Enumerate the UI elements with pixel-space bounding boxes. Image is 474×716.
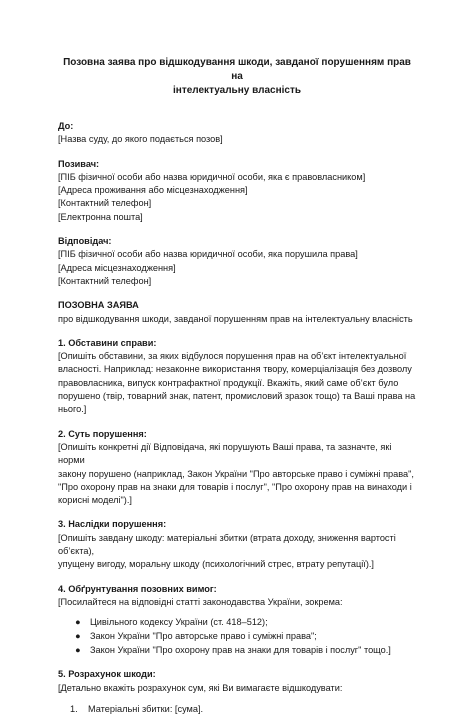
legal-basis-list	[58, 615, 416, 657]
claim-heading-block	[58, 299, 416, 326]
plaintiff-label: Позивач:	[58, 158, 100, 169]
title-line-2: інтелектуальну власність	[173, 85, 301, 96]
claim-subheading: про відшкодування шкоди, завданої порушенням прав на інтелектуальну власність	[58, 313, 413, 324]
section-text-line: "Про охорону прав на знаки для товарів і послуг", "Про охорону прав на винаходи і	[58, 481, 412, 492]
title-line-1: Позовна заява про відшкодування шкоди, завданої порушенням прав на	[63, 57, 411, 82]
plaintiff-address-placeholder: [Адреса проживання або місцезнаходження]	[58, 185, 248, 196]
damage-list	[58, 703, 416, 716]
section-text-line: порушено (твір, товарний знак, патент, промисловий зразок тощо) та Ваші права на	[58, 391, 416, 402]
section-title: 2. Суть порушення:	[58, 428, 147, 439]
section-text-line: [Посилайтеся на відповідні статті законодавства України, зокрема:	[58, 596, 343, 607]
section-title: 1. Обставини справи:	[58, 337, 157, 348]
list-item	[75, 643, 416, 657]
list-item-text: Закон України "Про авторське право і суміжні права";	[90, 631, 317, 642]
list-item-number: 1.	[70, 703, 78, 714]
bullet-icon: ●	[75, 617, 81, 628]
section-text-line: закону порушено (наприклад, Закон України "Про авторське право і суміжні права",	[58, 468, 414, 479]
section-legal-basis	[58, 583, 416, 658]
section-circumstances	[58, 337, 416, 417]
section-title: 4. Обґрунтування позовних вимог:	[58, 583, 217, 594]
section-title: 3. Наслідки порушення:	[58, 519, 167, 530]
section-violation	[58, 428, 416, 508]
bullet-icon: ●	[75, 645, 81, 656]
section-text-line: правовласника, випуск контрафактної продукції. Вкажіть, який саме об’єкт було	[58, 377, 399, 388]
plaintiff-block	[58, 158, 416, 224]
to-block	[58, 120, 416, 147]
plaintiff-email-placeholder: [Електронна пошта]	[58, 211, 143, 222]
section-text-line: корисні моделі").]	[58, 495, 132, 506]
list-item-text: Цивільного кодексу України (ст. 418–512);	[90, 617, 268, 628]
defendant-label: Відповідач:	[58, 236, 112, 247]
defendant-address-placeholder: [Адреса місцезнаходження]	[58, 262, 176, 273]
list-item	[75, 615, 416, 629]
defendant-phone-placeholder: [Контактний телефон]	[58, 275, 152, 286]
section-title: 5. Розрахунок шкоди:	[58, 669, 156, 680]
section-text-line: [Опишіть завдану шкоду: матеріальні збитки (втрата доходу, зниження вартості об’єкта),	[58, 532, 396, 557]
section-text-line: власності. Наприклад: незаконне використання твору, комерціалізація без дозволу	[58, 364, 412, 375]
list-item-text: Закон України "Про охорону прав на знаки для товарів і послуг" тощо.]	[90, 645, 391, 656]
section-damage-calculation	[58, 668, 416, 716]
plaintiff-phone-placeholder: [Контактний телефон]	[58, 198, 152, 209]
list-item	[70, 703, 416, 716]
section-text-line: упущену вигоду, моральну шкоду (психологічний стрес, втрату репутації).]	[58, 559, 374, 570]
section-text-line: нього.]	[58, 404, 87, 415]
court-name-placeholder: [Назва суду, до якого подається позов]	[58, 134, 223, 145]
document-title	[58, 56, 416, 98]
list-item	[75, 629, 416, 643]
bullet-icon: ●	[75, 631, 81, 642]
plaintiff-name-placeholder: [ПІБ фізичної особи або назва юридичної особи, яка є правовласником]	[58, 171, 366, 182]
defendant-name-placeholder: [ПІБ фізичної особи або назва юридичної особи, яка порушила права]	[58, 249, 358, 260]
defendant-block	[58, 235, 416, 288]
section-text-line: [Детально вкажіть розрахунок сум, які Ви вимагаєте відшкодувати:	[58, 682, 343, 693]
section-consequences	[58, 518, 416, 571]
section-text-line: [Опишіть конкретні дії Відповідача, які порушують Ваші права, та зазначте, які норми	[58, 441, 392, 466]
list-item-text: Матеріальні збитки: [сума].	[88, 703, 204, 714]
to-label: До:	[58, 121, 74, 131]
section-text-line: [Опишіть обставини, за яких відбулося порушення прав на об’єкт інтелектуальної	[58, 351, 407, 362]
claim-heading: ПОЗОВНА ЗАЯВА	[58, 300, 139, 311]
